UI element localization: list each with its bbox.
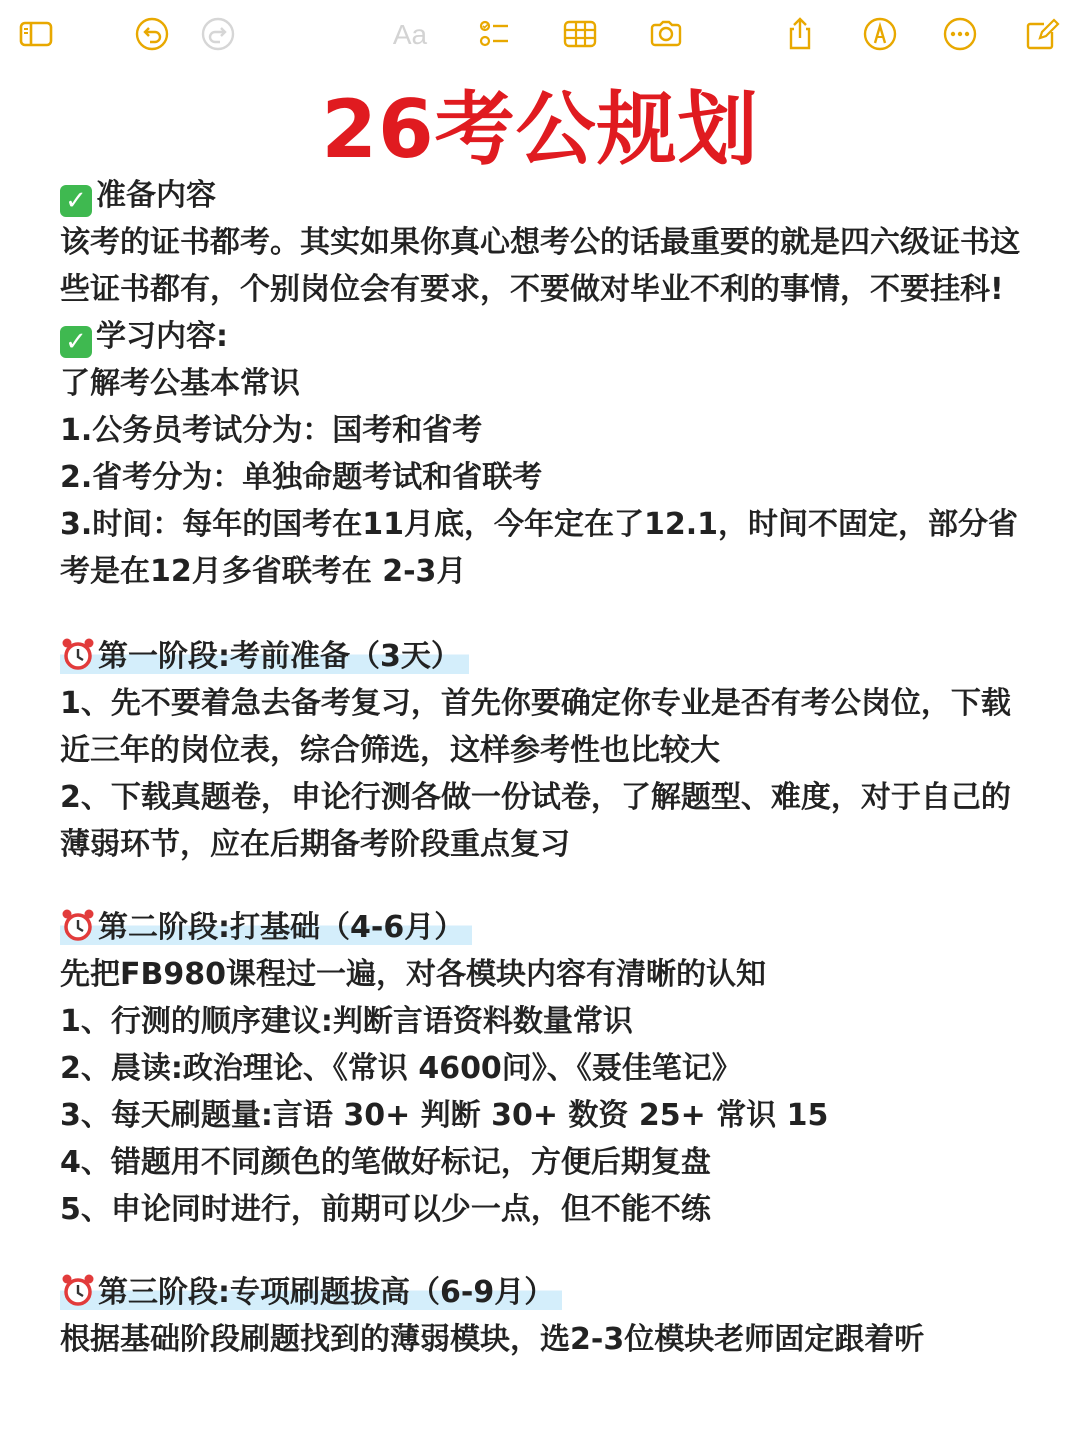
table-icon[interactable] [560, 14, 600, 54]
list-item: 1.公务员考试分为：国考和省考 [60, 413, 483, 448]
list-item: 2、下载真题卷，申论行测各做一份试卷，了解题型、难度，对于自己的薄弱环节，应在后期备考阶段重点复习 [60, 780, 1011, 862]
notes-toolbar [0, 0, 1080, 72]
undo-icon[interactable] [132, 14, 172, 54]
list-item: 2.省考分为：单独命题考试和省联考 [60, 460, 543, 495]
list-item: 4、错题用不同颜色的笔做好标记，方便后期复盘 [60, 1145, 711, 1180]
study-intro: 了解考公基本常识 [60, 366, 300, 401]
spacer [60, 868, 1020, 896]
stage3-intro: 根据基础阶段刷题找到的薄弱模块，选2-3位模块老师固定跟着听 [60, 1322, 925, 1357]
stage2-intro: 先把FB980课程过一遍，对各模块内容有清晰的认知 [60, 957, 766, 992]
share-icon[interactable] [780, 14, 820, 54]
more-icon[interactable] [940, 14, 980, 54]
stage1-heading-text: 第一阶段:考前准备（3天） [98, 639, 461, 674]
note-body[interactable] [60, 172, 1020, 1363]
list-item: 5、申论同时进行，前期可以少一点，但不能不练 [60, 1192, 711, 1227]
check-mark-icon: ✓ [60, 185, 92, 217]
spacer [60, 595, 1020, 625]
stage3-heading-text: 第三阶段:专项刷题拔高（6-9月） [98, 1275, 555, 1310]
list-item: 3、每天刷题量:言语 30+ 判断 30+ 数资 25+ 常识 15 [60, 1098, 829, 1133]
stage2-heading [60, 904, 1020, 951]
compose-icon[interactable] [1022, 14, 1062, 54]
prep-heading [60, 172, 1020, 219]
study-heading-text: 学习内容: [96, 319, 228, 354]
stage2-heading-text: 第二阶段:打基础（4-6月） [98, 910, 465, 945]
list-item: 2、晨读:政治理论、《常识 4600问》、《聂佳笔记》 [60, 1051, 742, 1086]
spacer [60, 1233, 1020, 1261]
markup-icon[interactable] [860, 14, 900, 54]
alarm-clock-icon [60, 907, 96, 943]
study-heading [60, 313, 1020, 360]
checklist-icon[interactable] [474, 14, 514, 54]
text-format-icon[interactable]: Aa [392, 19, 428, 50]
list-item: 3.时间：每年的国考在11月底，今年定在了12.1，时间不固定，部分省考是在12月多省联考在 2-3月 [60, 507, 1019, 589]
stage1-heading [60, 633, 1020, 680]
alarm-clock-icon [60, 1272, 96, 1308]
check-mark-icon: ✓ [60, 326, 92, 358]
note-title: 26考公规划 [321, 83, 759, 176]
prep-heading-text: 准备内容 [96, 178, 216, 213]
alarm-clock-icon [60, 636, 96, 672]
redo-icon[interactable] [198, 14, 238, 54]
sidebar-icon[interactable] [16, 14, 56, 54]
stage3-heading [60, 1269, 1020, 1316]
camera-icon[interactable] [646, 14, 686, 54]
prep-text: 该考的证书都考。其实如果你真心想考公的话最重要的就是四六级证书这些证书都有，个别岗位会有要求，不要做对毕业不利的事情，不要挂科! [60, 225, 1020, 307]
list-item: 1、先不要着急去备考复习，首先你要确定你专业是否有考公岗位，下载近三年的岗位表，综合筛选，这样参考性也比较大 [60, 686, 1011, 768]
list-item: 1、行测的顺序建议:判断言语资料数量常识 [60, 1004, 633, 1039]
